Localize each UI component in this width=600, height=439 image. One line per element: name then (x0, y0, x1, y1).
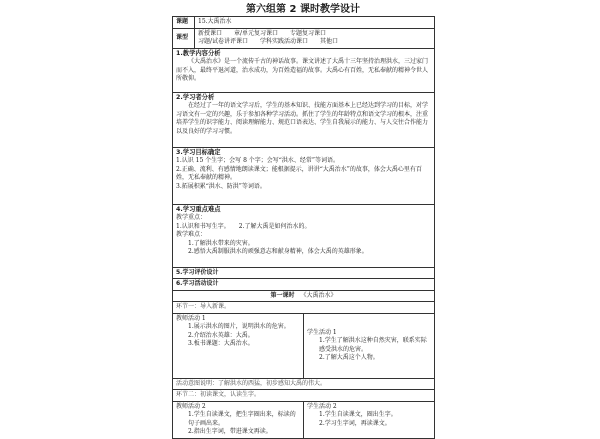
section-learner-analysis (173, 92, 435, 147)
student-activity-1 (304, 313, 435, 378)
type-row (173, 28, 435, 48)
section-assessment-design (173, 267, 435, 279)
activity1-row (173, 313, 435, 378)
key-point-item: 1.认识和书写生字。 2.了解大禹是如何治水的。 (176, 222, 311, 230)
section-learning-goals (173, 147, 435, 204)
section-title: 3.学习目标确定 (176, 148, 221, 156)
section-title: 6.学习活动设计 (173, 279, 435, 291)
document-title: 第六组第 2 课时教学设计 (246, 4, 360, 15)
topic-label: 课题 (173, 17, 195, 29)
type-options-line1: 新授课口 章/单元复习课口 专题复习课口 (198, 29, 327, 37)
teacher-activity-2 (173, 401, 304, 438)
activity-item: 3.板书课题：大禹治水。 (188, 340, 254, 347)
intent1-text: 活动意图说明：了解洪水的西猛，初步感知大禹的伟大。 (173, 378, 435, 390)
link2-row (173, 390, 435, 402)
activity-item: 2.介绍治水英雄：大禹。 (188, 331, 254, 339)
teacher-activity-1 (173, 313, 304, 378)
section-title: 1.教学内容分析 (176, 49, 221, 57)
lesson-plan-page (172, 3, 434, 439)
activity2-row (173, 401, 435, 438)
section-content-analysis (173, 48, 435, 92)
intent1-row (173, 378, 435, 390)
activity-title: 学生活动 1 (307, 328, 337, 336)
lesson-header-row (173, 290, 435, 302)
section-title: 4.学习重点难点 (176, 205, 221, 213)
difficulty-item: 2.感悟大禹制服洪水的顽强意志和献身精神，体会大禹的英雄形象。 (188, 248, 368, 255)
goal-item: 2.正确、流利、有感情地朗读课文；能根据提示，讲讲“大禹治水”的故事，体会大禹心里有百姓，无私奉献的精神。 (176, 165, 422, 181)
difficulty-label: 教学难点： (176, 231, 207, 238)
lesson-header-sub: 《大禹治水》 (300, 291, 337, 299)
activity-title: 教师活动 2 (176, 402, 206, 410)
section-title: 2.学习者分析 (176, 93, 215, 101)
link2-text: 环节二：初读课文，认读生字。 (173, 390, 435, 402)
section-key-points (173, 204, 435, 267)
link1-row (173, 302, 435, 314)
section-activity-design (173, 279, 435, 291)
link1-text: 环节一：导入新课。 (173, 302, 435, 314)
activity-title: 学生活动 2 (307, 402, 337, 410)
goal-item: 3.拓展积累“洪水、防洪”等词语。 (176, 182, 266, 190)
section-title: 5.学习评价设计 (173, 267, 435, 279)
student-activity-2 (304, 401, 435, 438)
topic-row (173, 17, 435, 29)
type-options (195, 28, 435, 48)
activity-item: 2.指出生字词，带进课文再读。 (188, 428, 272, 435)
lesson-plan-table (172, 16, 435, 439)
type-label: 课型 (173, 28, 195, 48)
key-points-label: 教学重点： (176, 214, 207, 221)
activity-item: 2.了解大禹这个人物。 (319, 354, 379, 361)
difficulty-item: 1.了解洪水带来的灾害。 (188, 239, 254, 247)
activity-item: 1.学生自读课文，把生字圈出来，标读的句子画出来。 (188, 411, 296, 427)
section-text: 《大禹治水》是一个流传千古的神话故事。课文讲述了大禹十三年坚持治理洪水，三过家门而不入，最终平退河道，治水成功，为百姓造福的故事。大禹心有百姓，无私奉献的精神令世人所敬仰。 (176, 58, 429, 82)
section-text: 在经过了一年的语文学习后，学生的基本知识、技能方面基本上已经达到学习的目标，对学习语文有一定的兴趣，乐于参加各种学习活动。抓住了学生的年龄特点和语文学习的根本，注重培养学生的识字能力、阅读理解能力、规范口语表达、学生自我展示的能力、与人交往合作能力以及良好的学习习惯。 (176, 102, 429, 135)
activity-item: 1.学生自读课文，圈出生字。 (319, 411, 397, 418)
activity-item: 1.展示洪水的图片，说明洪水的危害。 (188, 323, 290, 330)
topic-value: 15.大禹治水 (195, 17, 435, 29)
activity-item: 2.学习生字词，再读课文。 (319, 419, 391, 427)
activity-title: 教师活动 1 (176, 314, 206, 322)
type-options-line2: 习题/试卷讲评课口 学科实践活动课口 其他口 (198, 38, 339, 45)
goal-item: 1.认识 15 个生字；会写 8 个字；会写“洪水、经常”等词语。 (176, 157, 339, 164)
activity-item: 1.学生了解洪水这种自然灾害，联系实际感受洪水的危害。 (319, 337, 427, 353)
lesson-header: 第一课时 (270, 291, 295, 299)
